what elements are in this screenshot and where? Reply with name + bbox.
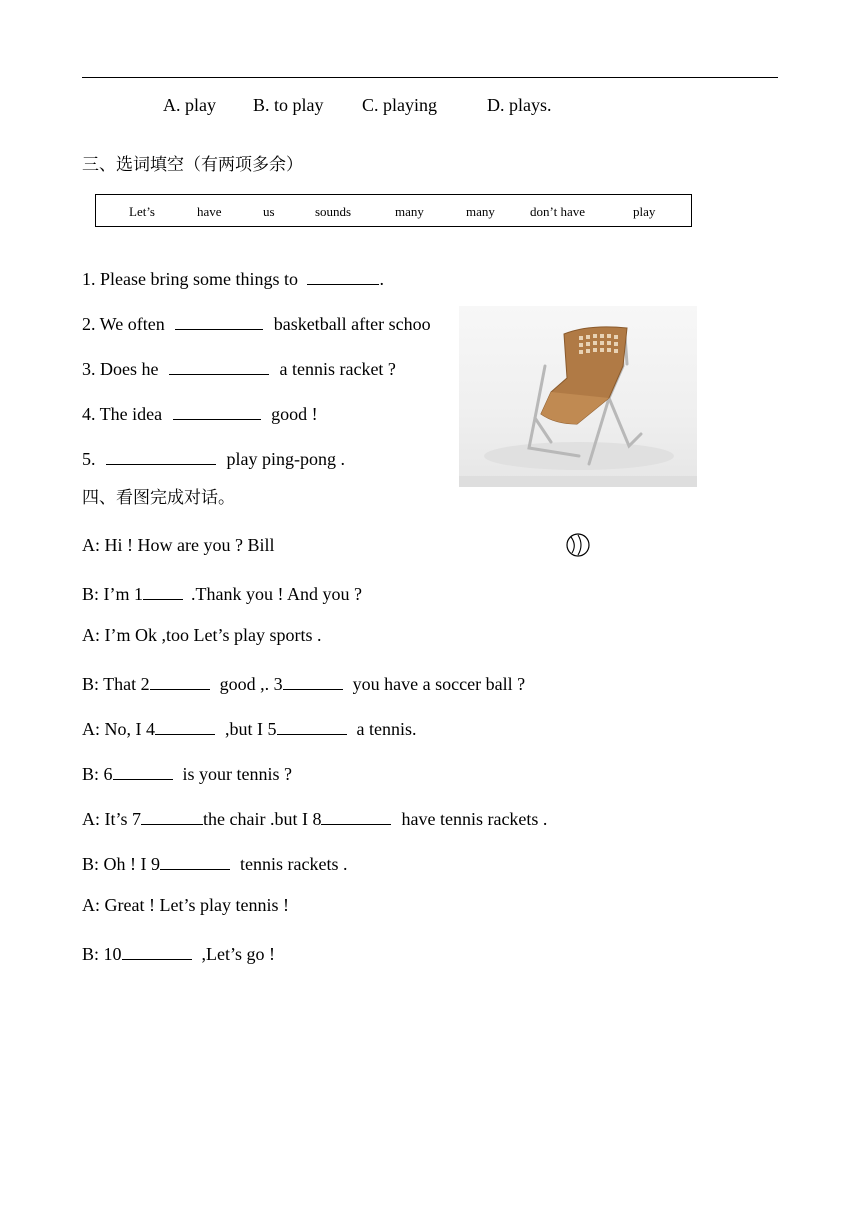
dialog-line-8: B: Oh ! I 9 tennis rackets .: [82, 851, 347, 873]
answer-blank[interactable]: [160, 851, 230, 870]
s3-question-4: 4. The idea good !: [82, 401, 318, 423]
s3-question-5: 5. play ping-pong .: [82, 446, 345, 468]
answer-blank[interactable]: [141, 806, 203, 825]
choice-a: A. play: [163, 95, 216, 115]
dialog-line-4: B: That 2 good ,. 3 you have a soccer ball ?: [82, 671, 525, 693]
section4-title: 四、看图完成对话。: [82, 488, 235, 508]
word-bank: [95, 194, 692, 227]
answer-blank[interactable]: [143, 581, 183, 600]
answer-blank[interactable]: [169, 356, 269, 375]
choice-b: B. to play: [253, 95, 324, 115]
answer-blank[interactable]: [155, 716, 215, 735]
dialog-line-6: B: 6 is your tennis ?: [82, 761, 292, 783]
word-bank-item: sounds: [315, 204, 352, 219]
dialog-line-7: A: It’s 7 the chair .but I 8 have tennis rackets .: [82, 806, 547, 828]
answer-blank[interactable]: [173, 401, 261, 420]
tennis-ball-icon: [565, 532, 591, 563]
word-bank-item: many: [395, 204, 424, 219]
answer-blank[interactable]: [122, 941, 192, 960]
s3-question-2: 2. We often basketball after schoo: [82, 311, 431, 333]
word-bank-item: don’t have: [530, 204, 585, 219]
answer-blank[interactable]: [106, 446, 216, 465]
answer-blank[interactable]: [307, 266, 379, 285]
word-bank-item: play: [633, 204, 656, 219]
header-rule: [82, 77, 778, 78]
s3-question-3: 3. Does he a tennis racket ?: [82, 356, 396, 378]
section3-title: 三、选词填空（有两项多余）: [82, 155, 303, 175]
answer-blank[interactable]: [283, 671, 343, 690]
dialog-line-10: B: 10 ,Let’s go !: [82, 941, 275, 963]
dialog-line-1: A: Hi ! How are you ? Bill: [82, 535, 275, 555]
answer-blank[interactable]: [321, 806, 391, 825]
dialog-line-9: A: Great ! Let’s play tennis !: [82, 895, 289, 915]
word-bank-item: have: [197, 204, 222, 219]
dialog-line-3: A: I’m Ok ,too Let’s play sports .: [82, 625, 322, 645]
word-bank-item: us: [263, 204, 275, 219]
choice-d: D. plays.: [487, 95, 552, 115]
choice-c: C. playing: [362, 95, 437, 115]
s3-question-1: 1. Please bring some things to .: [82, 266, 384, 288]
word-bank-item: many: [466, 204, 495, 219]
answer-blank[interactable]: [175, 311, 263, 330]
answer-blank[interactable]: [150, 671, 210, 690]
answer-blank[interactable]: [277, 716, 347, 735]
answer-blank[interactable]: [113, 761, 173, 780]
dialog-line-5: A: No, I 4 ,but I 5 a tennis.: [82, 716, 417, 738]
dialog-line-2: B: I’m 1 .Thank you ! And you ?: [82, 581, 362, 603]
chair-photo: [459, 306, 697, 487]
word-bank-item: Let’s: [129, 204, 155, 219]
